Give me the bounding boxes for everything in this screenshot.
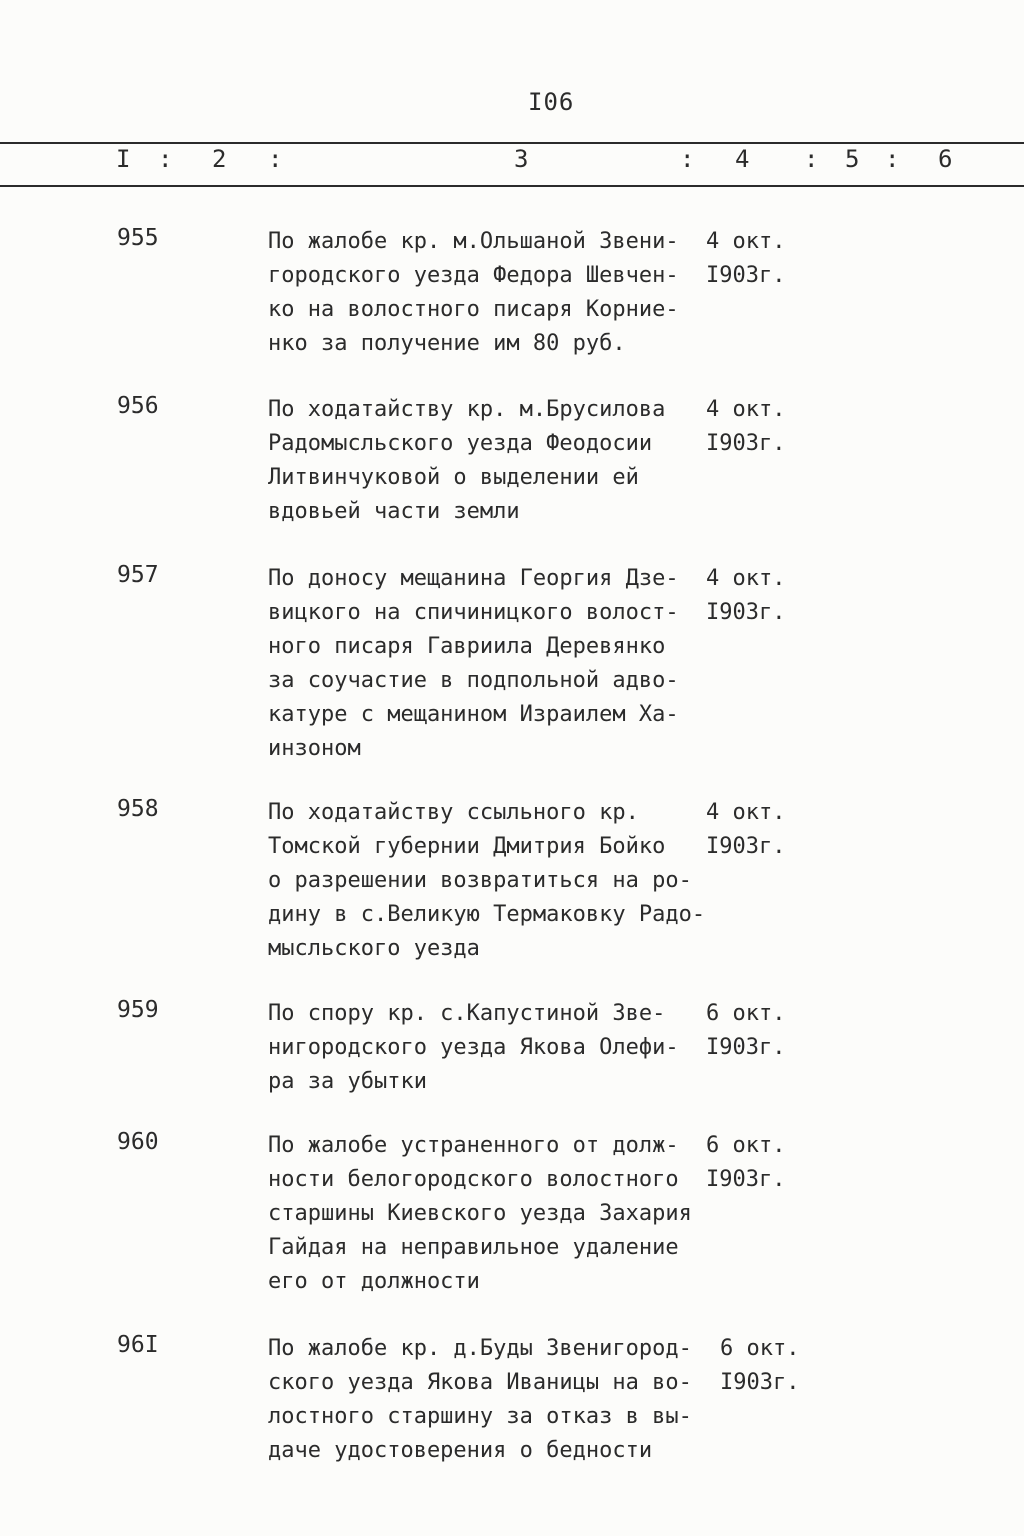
entry-description: По жалобе устраненного от долж- ности белогородского волостного старшины Киевского уезда Захария Гайдая на неправильное удаление его от должности	[268, 1133, 692, 1294]
col-header-3: 3	[514, 145, 529, 173]
entry-number: 955	[117, 225, 159, 251]
col-separator-1: :	[158, 145, 173, 173]
col-separator-4: :	[804, 145, 819, 173]
col-header-4: 4	[735, 145, 750, 173]
col-separator-3: :	[680, 145, 695, 173]
entry-date: 4 окт. I903г.	[706, 397, 786, 456]
entry-description: По доносу мещанина Георгия Дзе- вицкого на спичиницкого волост- ного писаря Гавриила Деревянко за соучастие в подпольной адво- катуре с мещанином Израилем Ха- инзоном	[268, 566, 679, 761]
entry-date: 6 окт. I903г.	[720, 1336, 800, 1395]
entry-date: 6 окт. I903г.	[706, 1001, 786, 1060]
entry-number: 958	[117, 796, 159, 822]
col-header-1: I	[116, 145, 131, 173]
header-rule-bottom	[0, 185, 1024, 187]
col-separator-5: :	[885, 145, 900, 173]
entry-number: 957	[117, 562, 159, 588]
col-header-6: 6	[938, 145, 953, 173]
entry-number: 960	[117, 1129, 159, 1155]
entry-number: 956	[117, 393, 159, 419]
col-separator-2: :	[268, 145, 283, 173]
entry-date: 4 окт. I903г.	[706, 229, 786, 288]
entry-date: 4 окт. I903г.	[706, 566, 786, 625]
page-number: I06	[528, 88, 575, 116]
entry-description: По жалобе кр. д.Буды Звенигород- ского уезда Якова Иваницы на во- лостного старшину за отказ в вы- даче удостоверения о бедности	[268, 1336, 692, 1463]
col-header-2: 2	[212, 145, 227, 173]
entry-date: 6 окт. I903г.	[706, 1133, 786, 1192]
entry-description: По ходатайству кр. м.Брусилова Радомысльского уезда Феодосии Литвинчуковой о выделении ей вдовьей части земли	[268, 397, 666, 524]
entry-number: 96I	[117, 1332, 159, 1358]
col-header-5: 5	[845, 145, 860, 173]
entry-description: По жалобе кр. м.Ольшаной Звени- городского уезда Федора Шевчен- ко на волостного писаря Корние- нко за получение им 80 руб.	[268, 229, 679, 356]
entry-date: 4 окт. I903г.	[706, 800, 786, 859]
entry-description: По ходатайству ссыльного кр. Томской губернии Дмитрия Бойко о разрешении возвратиться на ро- дину в с.Великую Термаковку Радо- мысльского уезда	[268, 800, 706, 961]
header-rule-top	[0, 142, 1024, 144]
entry-description: По спору кр. с.Капустиной Зве- нигородского уезда Якова Олефи- ра за убытки	[268, 1001, 679, 1094]
entry-number: 959	[117, 997, 159, 1023]
